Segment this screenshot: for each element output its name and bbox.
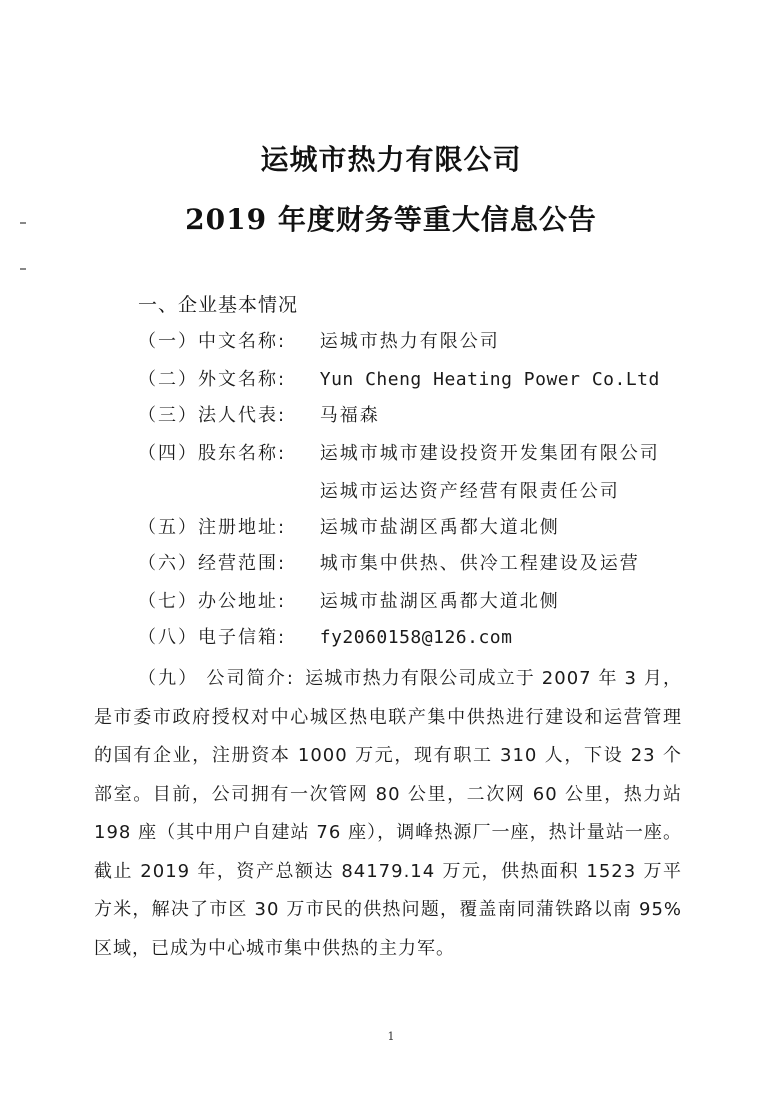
intro-label: （九） 公司简介: — [138, 668, 295, 689]
info-row-english-name — [138, 368, 660, 392]
info-value: 运城市盐湖区禹都大道北侧 — [319, 517, 560, 538]
company-intro-paragraph — [94, 660, 682, 968]
info-value: 运城市城市建设投资开发集团有限公司 — [319, 443, 660, 464]
info-label: （七）办公地址: — [138, 591, 287, 612]
info-row-shareholder-2 — [138, 480, 620, 504]
info-label: （四）股东名称: — [138, 443, 287, 464]
info-value: Yun Cheng Heating Power Co.Ltd — [319, 369, 660, 390]
scan-mark — [20, 268, 26, 270]
intro-text: 运城市热力有限公司成立于 2007 年 3 月，是市委市政府授权对中心城区热电联产集中供热进行建设和运营管理的国有企业，注册资本 1000 万元，现有职工 310 人，下设 23 个部室。目前，公司拥有一次管网 80 公里，二次网 60 公里，热力站 198 座（其中用户自建站 76 座），调峰热源厂一座，热计量站一座。截止 2019 年，资产总额达 84179.14 万元，供热面积 1523 万平方米，解决了市区 30 万市民的供热问题，覆盖南同蒲铁路以南 95%区域，已成为中心城市集中供热的主力军。 — [94, 668, 682, 959]
info-value: 运城市盐湖区禹都大道北侧 — [319, 591, 560, 612]
info-value: 马福森 — [319, 405, 380, 426]
info-label: （五）注册地址: — [138, 517, 287, 538]
info-value: fy2060158@126.com — [319, 627, 513, 648]
page-number: 1 — [387, 1030, 395, 1043]
info-label: （三）法人代表: — [138, 405, 287, 426]
info-label: （一）中文名称: — [138, 331, 287, 352]
info-row-registered-address — [138, 516, 560, 540]
info-row-business-scope — [138, 552, 640, 576]
info-label: （八）电子信箱: — [138, 627, 287, 648]
info-value: 运城市运达资产经营有限责任公司 — [319, 481, 620, 502]
info-row-shareholder-1 — [138, 442, 660, 466]
report-title: 2019 年度财务等重大信息公告 — [185, 203, 597, 236]
info-row-legal-rep — [138, 404, 380, 428]
info-row-office-address — [138, 590, 560, 614]
info-row-chinese-name — [138, 330, 500, 354]
info-label: （二）外文名称: — [138, 369, 287, 390]
info-label: （六）经营范围: — [138, 553, 287, 574]
company-title: 运城市热力有限公司 — [260, 143, 522, 176]
info-value: 运城市热力有限公司 — [319, 331, 500, 352]
info-value: 城市集中供热、供冷工程建设及运营 — [319, 553, 640, 574]
info-row-email — [138, 626, 512, 650]
section-heading: 一、企业基本情况 — [138, 294, 299, 316]
